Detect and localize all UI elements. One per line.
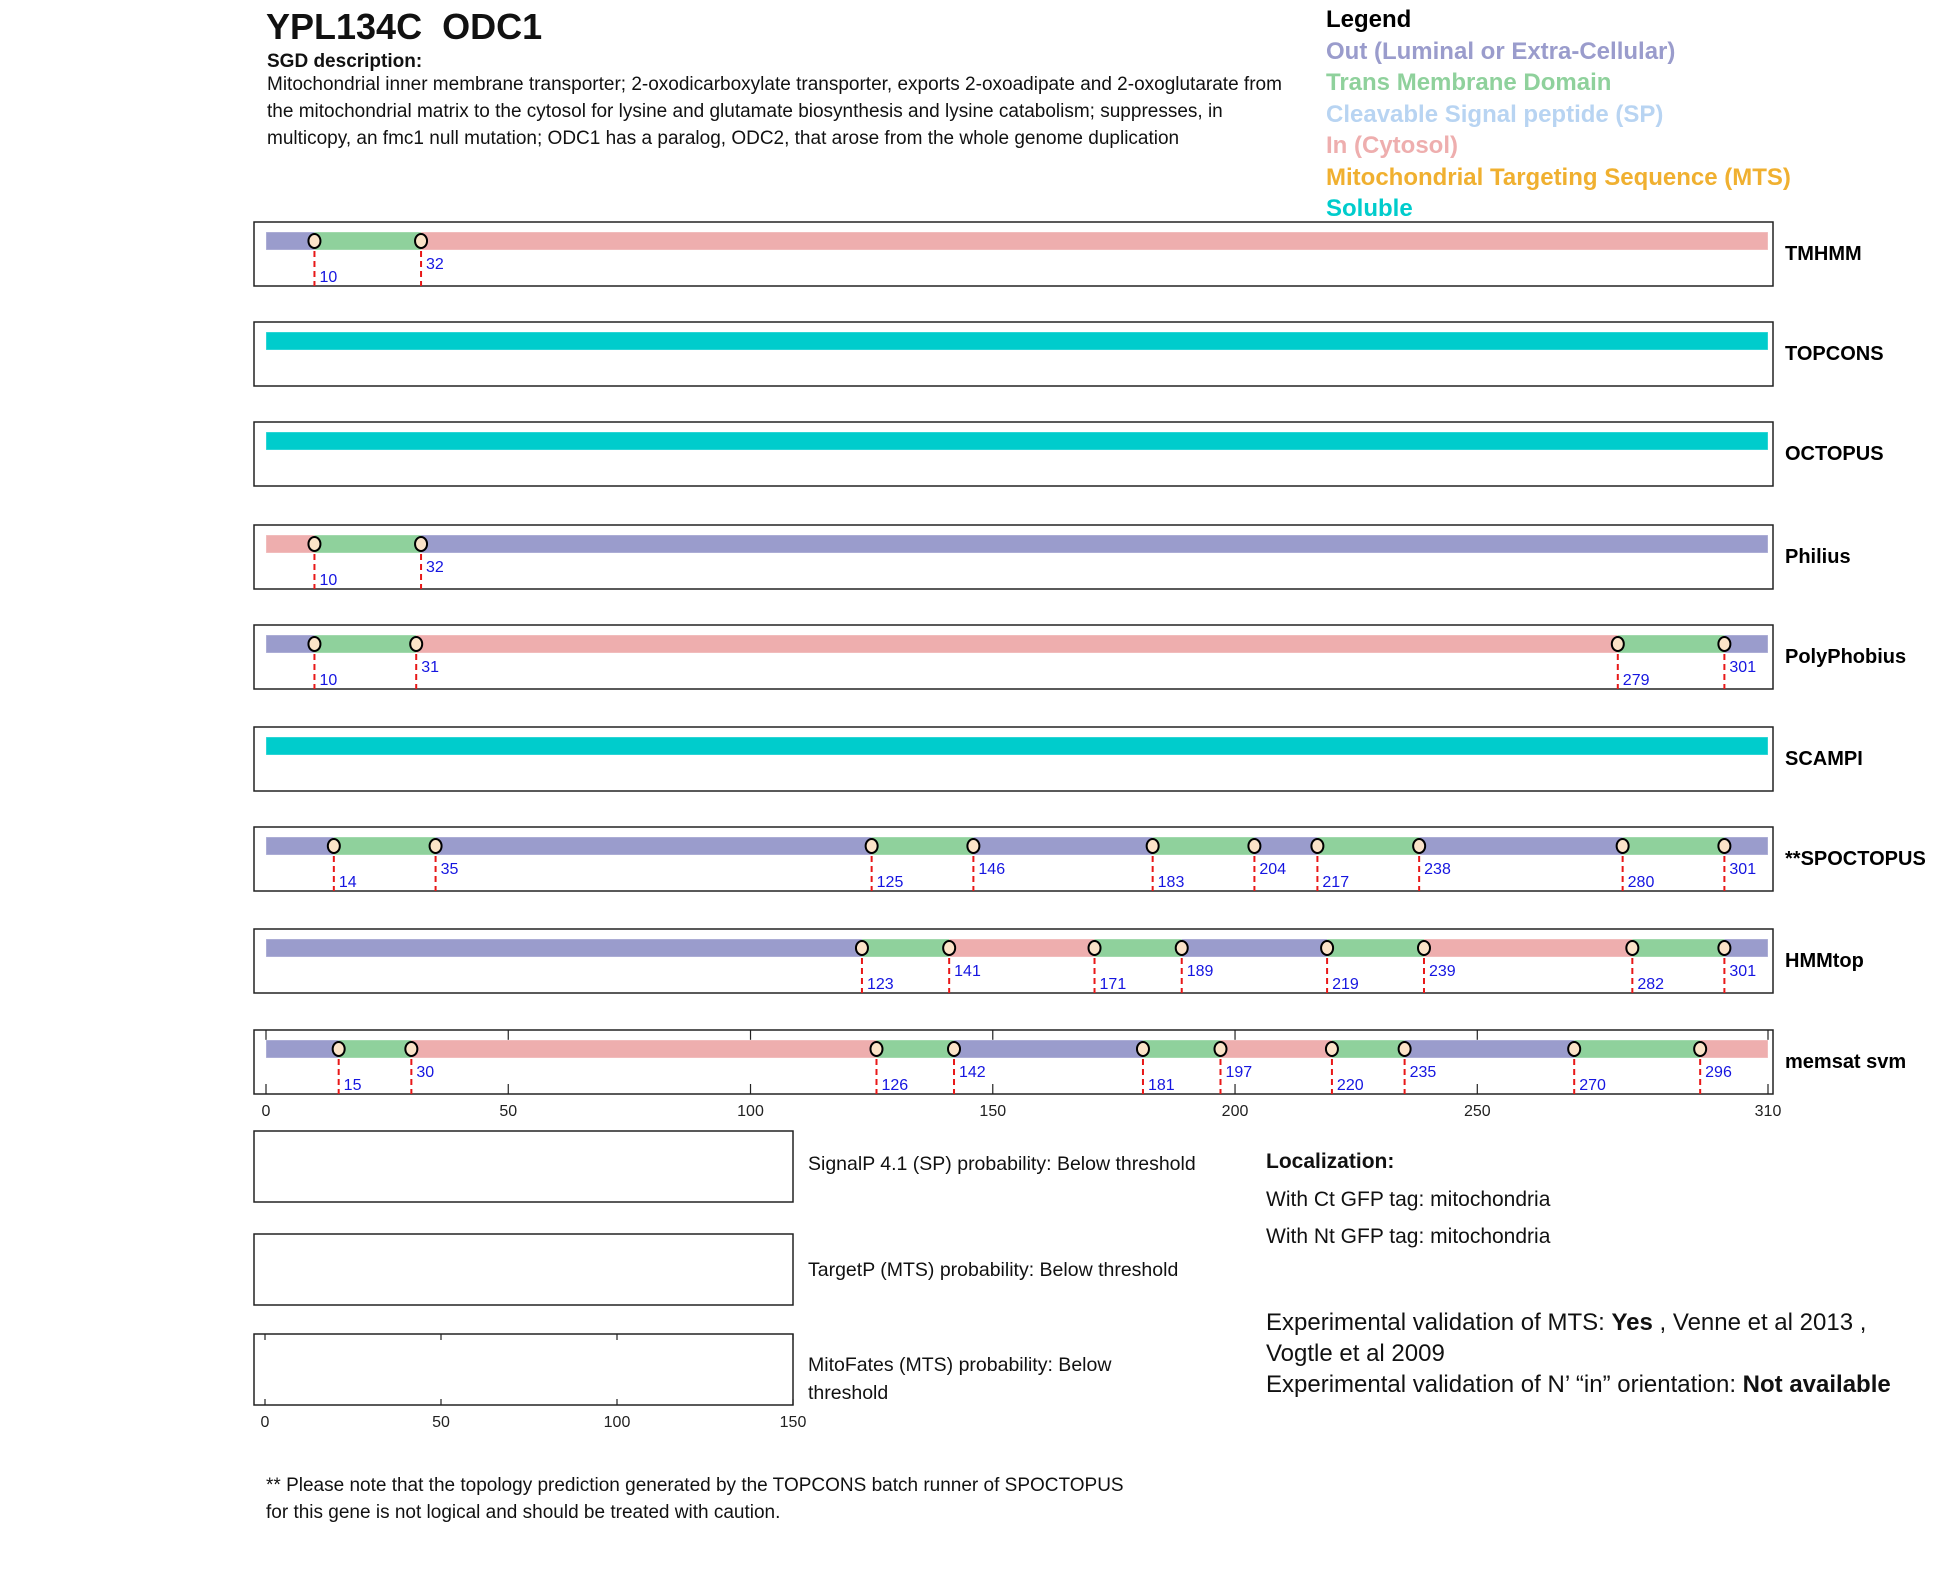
experimental-orientation — [1266, 1369, 1906, 1400]
axis-tick-label: 200 — [1221, 1103, 1249, 1120]
experimental-mts — [1266, 1307, 1906, 1369]
segment-tm — [1143, 1040, 1221, 1058]
segment-in — [1424, 939, 1632, 957]
segment-tm — [339, 1040, 412, 1058]
boundary-marker — [1248, 839, 1260, 853]
axis-tick-label: 150 — [779, 1414, 807, 1431]
boundary-position-label: 181 — [1147, 1077, 1175, 1094]
boundary-position-label: 204 — [1259, 861, 1287, 878]
segment-tm — [314, 535, 421, 553]
axis-tick-label: 250 — [1463, 1103, 1491, 1120]
track-label-topcons: TOPCONS — [1785, 343, 1884, 365]
track-label-scampi: SCAMPI — [1785, 748, 1863, 770]
orient-prefix: Experimental validation of N’ “in” orientation: — [1266, 1371, 1743, 1398]
segment-in — [1220, 1040, 1331, 1058]
track-label-hmmtop: HMMtop — [1785, 950, 1864, 972]
boundary-position-label: 279 — [1622, 672, 1650, 689]
axis-tick-label: 50 — [499, 1103, 518, 1120]
boundary-marker — [943, 941, 955, 955]
localization-heading: Localization: — [1266, 1150, 1395, 1173]
localization-ct: With Ct GFP tag: mitochondria — [1266, 1188, 1551, 1211]
boundary-marker — [1311, 839, 1323, 853]
probability-box-signalp — [254, 1131, 793, 1202]
legend-item-mts: Mitochondrial Targeting Sequence (MTS) — [1326, 163, 1791, 191]
boundary-marker — [1418, 941, 1430, 955]
signalp-probability-label: SignalP 4.1 (SP) probability: Below threshold — [808, 1153, 1196, 1175]
boundary-position-label: 280 — [1627, 874, 1655, 891]
segment-sol — [266, 332, 1768, 350]
boundary-position-label: 301 — [1729, 659, 1757, 676]
boundary-marker — [1694, 1042, 1706, 1056]
segment-out — [954, 1040, 1143, 1058]
legend-item-soluble: Soluble — [1326, 195, 1413, 222]
boundary-marker — [1718, 637, 1730, 651]
boundary-marker — [1612, 637, 1624, 651]
boundary-position-label: 296 — [1705, 1064, 1732, 1081]
boundary-marker — [430, 839, 442, 853]
axis-tick-label: 0 — [260, 1414, 270, 1431]
boundary-position-label: 10 — [319, 269, 338, 286]
boundary-marker — [1321, 941, 1333, 955]
segment-out — [266, 232, 314, 250]
segment-tm — [1618, 635, 1725, 653]
boundary-marker — [1137, 1042, 1149, 1056]
segment-in — [949, 939, 1094, 957]
boundary-position-label: 123 — [866, 976, 894, 993]
probability-box-targetp — [254, 1234, 793, 1305]
segment-out — [1254, 837, 1317, 855]
track-label-octopus: OCTOPUS — [1785, 443, 1884, 465]
mitofates-probability-label: MitoFates (MTS) probability: Below threshold — [808, 1354, 1112, 1404]
track-label--spoctopus: **SPOCTOPUS — [1785, 848, 1926, 870]
boundary-marker — [856, 941, 868, 955]
axis-tick-label: 100 — [603, 1414, 631, 1431]
boundary-position-label: 32 — [426, 256, 444, 273]
segment-tm — [1327, 939, 1424, 957]
boundary-position-label: 183 — [1157, 874, 1185, 891]
boundary-position-label: 31 — [421, 659, 439, 676]
boundary-position-label: 217 — [1322, 874, 1350, 891]
boundary-position-label: 35 — [440, 861, 459, 878]
boundary-marker — [1326, 1042, 1338, 1056]
boundary-position-label: 146 — [978, 861, 1006, 878]
boundary-position-label: 15 — [343, 1077, 362, 1094]
boundary-position-label: 219 — [1332, 976, 1359, 993]
boundary-marker — [1718, 941, 1730, 955]
legend-title: Legend — [1326, 6, 1412, 33]
legend-item-tm: Trans Membrane Domain — [1326, 69, 1612, 96]
boundary-position-label: 282 — [1637, 976, 1665, 993]
boundary-marker — [415, 234, 427, 248]
boundary-position-label: 239 — [1428, 963, 1456, 980]
footnote: ** Please note that the topology prediction generated by the TOPCONS batch runner of SPOCTOPUS for this gene is not logical and should be treated with caution. — [266, 1475, 1124, 1523]
segment-tm — [876, 1040, 954, 1058]
boundary-position-label: 32 — [426, 559, 444, 576]
boundary-position-label: 126 — [881, 1077, 909, 1094]
boundary-marker — [1089, 941, 1101, 955]
boundary-position-label: 270 — [1579, 1077, 1606, 1094]
boundary-marker — [1617, 839, 1629, 853]
boundary-marker — [866, 839, 878, 853]
boundary-marker — [1147, 839, 1159, 853]
axis-tick-label: 150 — [979, 1103, 1007, 1120]
boundary-position-label: 142 — [959, 1064, 986, 1081]
segment-out — [1182, 939, 1327, 957]
segment-in — [421, 232, 1768, 250]
axis-tick-label: 100 — [737, 1103, 764, 1120]
legend-item-out: Out (Luminal or Extra-Cellular) — [1326, 37, 1676, 65]
segment-in — [266, 535, 314, 553]
boundary-marker — [308, 537, 320, 551]
segment-in — [411, 1040, 876, 1058]
segment-out — [1419, 837, 1622, 855]
track-label-polyphobius: PolyPhobius — [1785, 646, 1907, 668]
orient-value: Not available — [1742, 1371, 1891, 1398]
boundary-marker — [870, 1042, 882, 1056]
boundary-marker — [1568, 1042, 1580, 1056]
boundary-position-label: 301 — [1729, 861, 1757, 878]
boundary-marker — [1176, 941, 1188, 955]
boundary-marker — [308, 234, 320, 248]
boundary-position-label: 171 — [1099, 976, 1127, 993]
boundary-position-label: 197 — [1225, 1064, 1253, 1081]
mts-value: Yes — [1611, 1309, 1653, 1336]
segment-tm — [1153, 837, 1255, 855]
track-label-memsat-svm: memsat svm — [1785, 1051, 1907, 1073]
segment-out — [266, 837, 334, 855]
segment-in — [1700, 1040, 1768, 1058]
segment-out — [436, 837, 872, 855]
track-label-philius: Philius — [1785, 546, 1851, 568]
axis-tick-label: 0 — [261, 1103, 271, 1120]
boundary-marker — [1626, 941, 1638, 955]
segment-tm — [1095, 939, 1182, 957]
segment-tm — [334, 837, 436, 855]
boundary-marker — [308, 637, 320, 651]
boundary-position-label: 189 — [1186, 963, 1214, 980]
segment-out — [421, 535, 1768, 553]
boundary-position-label: 220 — [1336, 1077, 1364, 1094]
segment-tm — [314, 232, 421, 250]
axis-tick-label: 50 — [432, 1414, 450, 1431]
boundary-marker — [967, 839, 979, 853]
segment-out — [1405, 1040, 1575, 1058]
segment-out — [266, 939, 862, 957]
probability-box-mitofates — [254, 1334, 793, 1405]
boundary-marker — [405, 1042, 417, 1056]
experimental-validation — [1266, 1307, 1906, 1400]
track-label-tmhmm: TMHMM — [1785, 243, 1862, 265]
mts-refs: , Venne et al 2013 , Vogtle et al 2009 — [1266, 1309, 1867, 1367]
segment-out — [973, 837, 1152, 855]
sgd-description-heading: SGD description: — [267, 51, 423, 72]
sgd-description-text: Mitochondrial inner membrane transporter; 2-oxodicarboxylate transporter, exports 2-oxoadipate and 2-oxoglutarate from the mitochondrial matrix to the cytosol for lysine and glutamate biosynthesis and lysine catabolism; suppresses, in multicopy, an fmc1 null mutation; ODC1 has a paralog, ODC2, that arose from the whole genome duplication — [267, 74, 1282, 149]
boundary-marker — [410, 637, 422, 651]
boundary-position-label: 235 — [1409, 1064, 1437, 1081]
boundary-position-label: 10 — [319, 672, 338, 689]
boundary-marker — [1718, 839, 1730, 853]
segment-tm — [1317, 837, 1419, 855]
segment-out — [266, 635, 314, 653]
legend-item-in: In (Cytosol) — [1326, 132, 1458, 159]
segment-tm — [1332, 1040, 1405, 1058]
segment-tm — [872, 837, 974, 855]
boundary-position-label: 14 — [338, 874, 357, 891]
legend-item-sp: Cleavable Signal peptide (SP) — [1326, 100, 1664, 128]
boundary-marker — [328, 839, 340, 853]
axis-tick-label: 310 — [1754, 1103, 1782, 1120]
boundary-position-label: 10 — [319, 572, 338, 589]
segment-sol — [266, 432, 1768, 450]
boundary-position-label: 141 — [954, 963, 981, 980]
segment-tm — [1632, 939, 1724, 957]
boundary-marker — [333, 1042, 345, 1056]
targetp-probability-label: TargetP (MTS) probability: Below threshold — [808, 1259, 1179, 1281]
boundary-marker — [948, 1042, 960, 1056]
boundary-marker — [1399, 1042, 1411, 1056]
boundary-position-label: 30 — [416, 1064, 435, 1081]
boundary-marker — [415, 537, 427, 551]
gene-title: YPL134C ODC1 — [266, 6, 543, 47]
boundary-marker — [1413, 839, 1425, 853]
mts-prefix: Experimental validation of MTS: — [1266, 1309, 1612, 1336]
boundary-position-label: 301 — [1729, 963, 1757, 980]
segment-tm — [314, 635, 416, 653]
localization-nt: With Nt GFP tag: mitochondria — [1266, 1225, 1551, 1248]
boundary-position-label: 238 — [1424, 861, 1451, 878]
segment-out — [266, 1040, 339, 1058]
boundary-marker — [1214, 1042, 1226, 1056]
segment-tm — [1623, 837, 1725, 855]
segment-in — [416, 635, 1618, 653]
boundary-position-label: 125 — [876, 874, 904, 891]
segment-sol — [266, 737, 1768, 755]
segment-tm — [1574, 1040, 1700, 1058]
segment-tm — [862, 939, 949, 957]
